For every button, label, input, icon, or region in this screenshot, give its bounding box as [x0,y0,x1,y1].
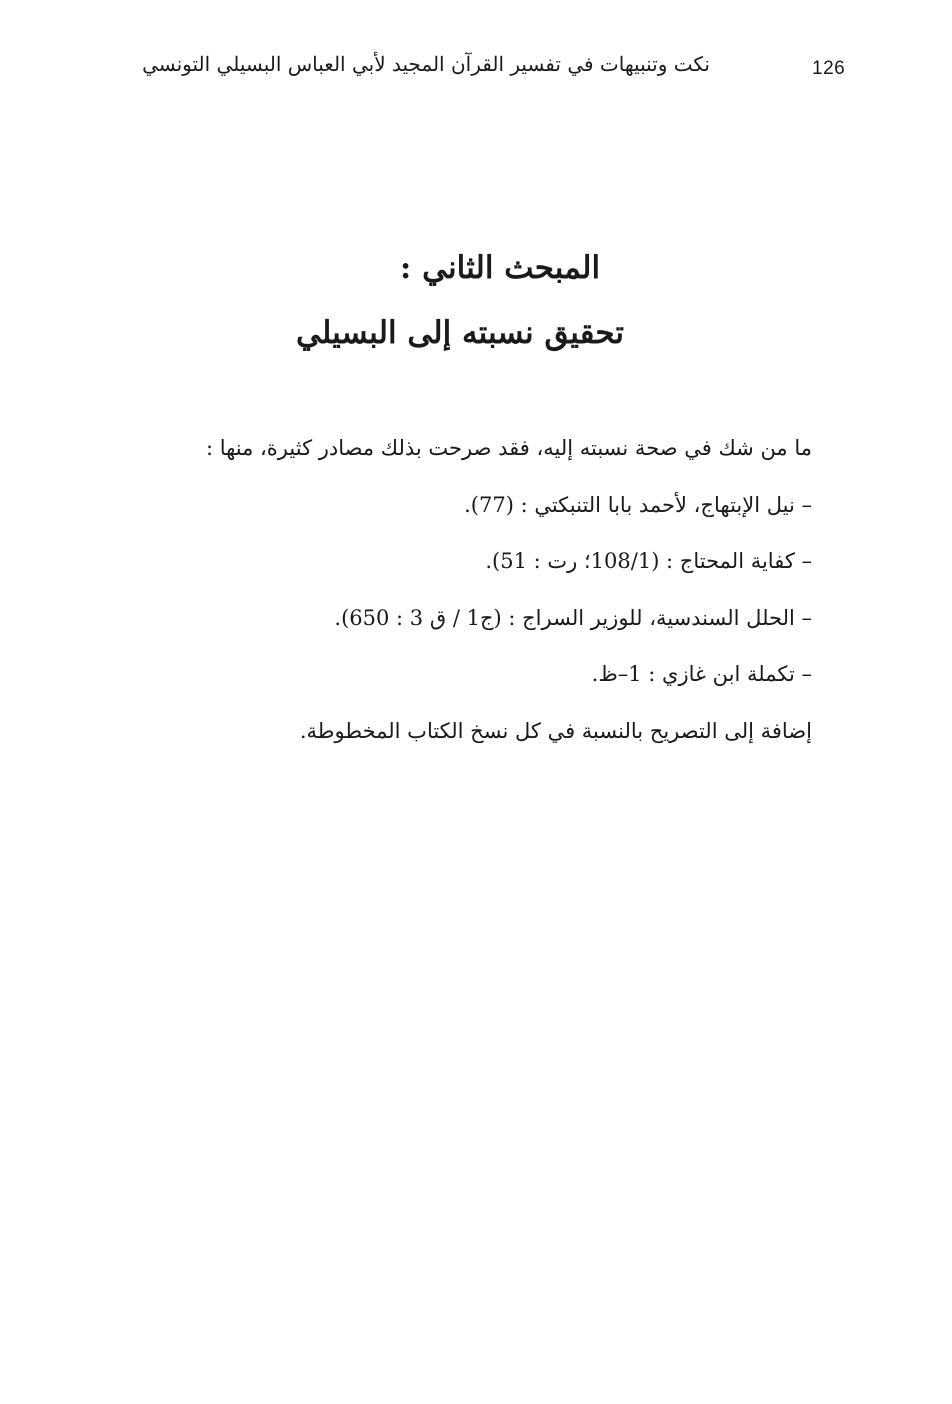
source-item: – كفاية المحتاج : (108/1؛ رت : 51). [485,549,812,573]
source-item: – تكملة ابن غازي : 1–ظ. [591,662,812,686]
section-title-line-2: تحقيق نسبته إلى البسيلي [296,315,624,351]
section-heading [180,238,740,368]
section-title-line-1: المبحث الثاني : [399,250,601,286]
page-number: 126 [812,58,846,79]
source-item: – الحلل السندسية، للوزير السراج : (ج1 / ق 3 : 650). [334,605,812,630]
intro-paragraph: ما من شك في صحة نسبته إليه، فقد صرحت بذلك مصادر كثيرة، منها : [205,436,812,460]
running-header: نكت وتنبيهات في تفسير القرآن المجيد لأبي العباس البسيلي التونسي [142,52,710,76]
body-text [150,420,812,759]
closing-paragraph: إضافة إلى التصريح بالنسبة في كل نسخ الكتاب المخطوطة. [299,718,812,743]
source-item: – نيل الإبتهاج، لأحمد بابا التنبكتي : (77). [464,492,812,517]
